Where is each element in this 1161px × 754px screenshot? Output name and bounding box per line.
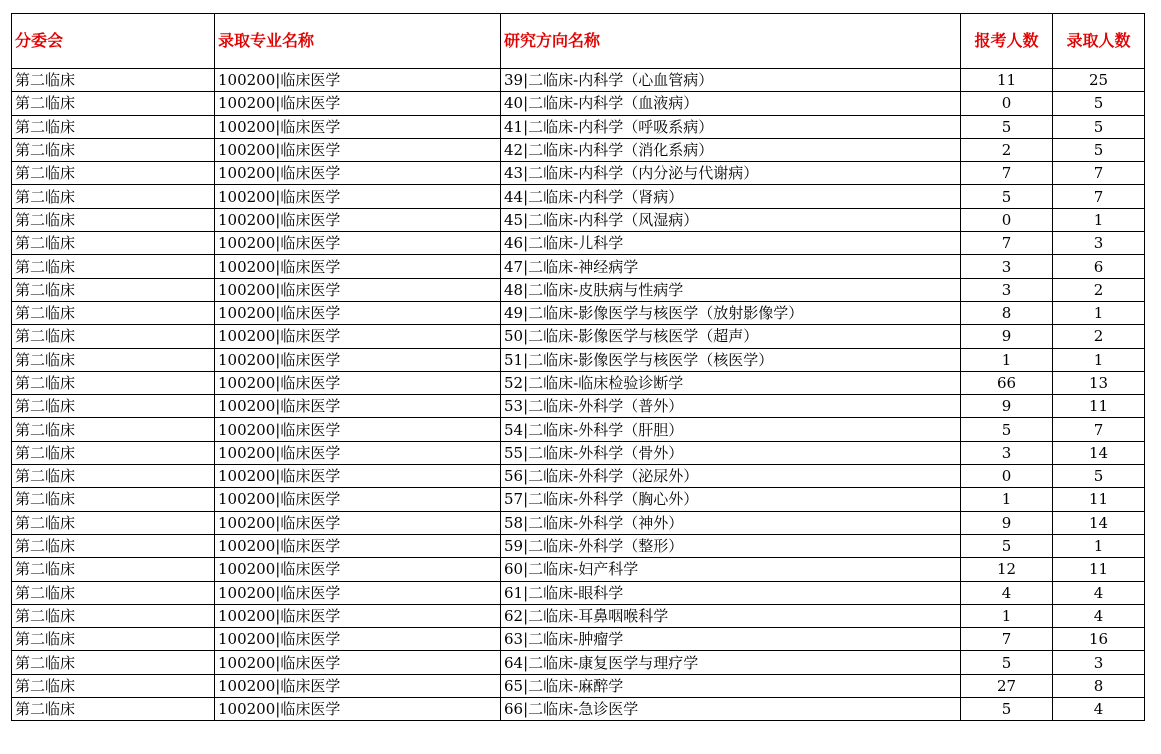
cell-applicants: 5 [961,185,1053,208]
table-row [12,208,1145,231]
cell-admitted: 1 [1053,534,1145,557]
cell-direction: 40|二临床-内科学（血液病） [501,92,961,115]
cell-applicants: 5 [961,115,1053,138]
cell-direction: 45|二临床-内科学（风湿病） [501,208,961,231]
cell-committee: 第二临床 [12,581,215,604]
cell-admitted: 11 [1053,395,1145,418]
cell-applicants: 0 [961,92,1053,115]
cell-admitted: 25 [1053,69,1145,92]
cell-applicants: 3 [961,278,1053,301]
cell-admitted: 1 [1053,348,1145,371]
cell-admitted: 5 [1053,92,1145,115]
cell-major: 100200|临床医学 [215,348,501,371]
cell-major: 100200|临床医学 [215,162,501,185]
table-row [12,581,1145,604]
header-direction: 研究方向名称 [501,14,961,69]
cell-direction: 61|二临床-眼科学 [501,581,961,604]
table-row [12,651,1145,674]
cell-admitted: 6 [1053,255,1145,278]
cell-applicants: 5 [961,534,1053,557]
cell-admitted: 1 [1053,301,1145,324]
cell-major: 100200|临床医学 [215,628,501,651]
cell-major: 100200|临床医学 [215,115,501,138]
cell-direction: 43|二临床-内科学（内分泌与代谢病） [501,162,961,185]
cell-direction: 41|二临床-内科学（呼吸系病） [501,115,961,138]
cell-admitted: 2 [1053,325,1145,348]
table-row [12,534,1145,557]
cell-major: 100200|临床医学 [215,138,501,161]
table-row [12,69,1145,92]
cell-committee: 第二临床 [12,185,215,208]
cell-committee: 第二临床 [12,278,215,301]
cell-applicants: 5 [961,698,1053,721]
cell-committee: 第二临床 [12,208,215,231]
cell-applicants: 9 [961,511,1053,534]
header-committee: 分委会 [12,14,215,69]
cell-admitted: 11 [1053,558,1145,581]
cell-applicants: 1 [961,604,1053,627]
table-row [12,628,1145,651]
cell-admitted: 5 [1053,138,1145,161]
cell-major: 100200|临床医学 [215,185,501,208]
table-row [12,138,1145,161]
cell-major: 100200|临床医学 [215,255,501,278]
cell-committee: 第二临床 [12,628,215,651]
cell-admitted: 4 [1053,604,1145,627]
table-row [12,674,1145,697]
cell-committee: 第二临床 [12,511,215,534]
cell-admitted: 7 [1053,418,1145,441]
cell-direction: 58|二临床-外科学（神外） [501,511,961,534]
cell-committee: 第二临床 [12,301,215,324]
cell-applicants: 7 [961,162,1053,185]
table-row [12,348,1145,371]
cell-admitted: 5 [1053,115,1145,138]
cell-major: 100200|临床医学 [215,69,501,92]
cell-direction: 39|二临床-内科学（心血管病） [501,69,961,92]
cell-direction: 47|二临床-神经病学 [501,255,961,278]
table-row [12,465,1145,488]
cell-committee: 第二临床 [12,698,215,721]
cell-direction: 59|二临床-外科学（整形） [501,534,961,557]
header-row [12,14,1145,69]
cell-major: 100200|临床医学 [215,371,501,394]
cell-committee: 第二临床 [12,558,215,581]
cell-admitted: 2 [1053,278,1145,301]
cell-applicants: 66 [961,371,1053,394]
cell-applicants: 0 [961,465,1053,488]
header-admitted: 录取人数 [1053,14,1145,69]
cell-admitted: 4 [1053,581,1145,604]
table-row [12,278,1145,301]
cell-applicants: 4 [961,581,1053,604]
cell-applicants: 7 [961,232,1053,255]
cell-direction: 62|二临床-耳鼻咽喉科学 [501,604,961,627]
cell-committee: 第二临床 [12,465,215,488]
table-row [12,255,1145,278]
cell-admitted: 16 [1053,628,1145,651]
cell-applicants: 3 [961,255,1053,278]
cell-direction: 50|二临床-影像医学与核医学（超声） [501,325,961,348]
cell-major: 100200|临床医学 [215,301,501,324]
cell-applicants: 1 [961,348,1053,371]
cell-major: 100200|临床医学 [215,92,501,115]
cell-committee: 第二临床 [12,534,215,557]
cell-admitted: 11 [1053,488,1145,511]
table-row [12,232,1145,255]
cell-admitted: 3 [1053,232,1145,255]
cell-direction: 54|二临床-外科学（肝胆） [501,418,961,441]
cell-applicants: 11 [961,69,1053,92]
cell-major: 100200|临床医学 [215,232,501,255]
cell-committee: 第二临床 [12,92,215,115]
admissions-table [11,13,1145,721]
table-row [12,698,1145,721]
cell-direction: 52|二临床-临床检验诊断学 [501,371,961,394]
cell-major: 100200|临床医学 [215,698,501,721]
table-row [12,115,1145,138]
cell-major: 100200|临床医学 [215,511,501,534]
header-applicants: 报考人数 [961,14,1053,69]
table-row [12,371,1145,394]
cell-direction: 53|二临床-外科学（普外） [501,395,961,418]
cell-admitted: 14 [1053,511,1145,534]
cell-committee: 第二临床 [12,138,215,161]
cell-major: 100200|临床医学 [215,604,501,627]
cell-admitted: 4 [1053,698,1145,721]
table-row [12,558,1145,581]
cell-admitted: 8 [1053,674,1145,697]
cell-direction: 48|二临床-皮肤病与性病学 [501,278,961,301]
cell-direction: 60|二临床-妇产科学 [501,558,961,581]
cell-direction: 57|二临床-外科学（胸心外） [501,488,961,511]
cell-admitted: 14 [1053,441,1145,464]
table-row [12,511,1145,534]
table-row [12,418,1145,441]
table-row [12,185,1145,208]
cell-major: 100200|临床医学 [215,418,501,441]
cell-applicants: 12 [961,558,1053,581]
cell-major: 100200|临床医学 [215,488,501,511]
cell-direction: 65|二临床-麻醉学 [501,674,961,697]
header-major: 录取专业名称 [215,14,501,69]
cell-committee: 第二临床 [12,418,215,441]
cell-committee: 第二临床 [12,441,215,464]
cell-admitted: 13 [1053,371,1145,394]
table-row [12,162,1145,185]
table-row [12,395,1145,418]
table-body [12,69,1145,721]
cell-committee: 第二临床 [12,348,215,371]
cell-major: 100200|临床医学 [215,441,501,464]
cell-direction: 66|二临床-急诊医学 [501,698,961,721]
table-row [12,325,1145,348]
cell-major: 100200|临床医学 [215,581,501,604]
cell-applicants: 9 [961,325,1053,348]
cell-admitted: 7 [1053,185,1145,208]
cell-applicants: 2 [961,138,1053,161]
cell-major: 100200|临床医学 [215,278,501,301]
table-row [12,488,1145,511]
cell-committee: 第二临床 [12,395,215,418]
table-row [12,301,1145,324]
cell-applicants: 8 [961,301,1053,324]
cell-committee: 第二临床 [12,69,215,92]
cell-committee: 第二临床 [12,488,215,511]
cell-applicants: 7 [961,628,1053,651]
cell-committee: 第二临床 [12,232,215,255]
cell-admitted: 7 [1053,162,1145,185]
cell-committee: 第二临床 [12,255,215,278]
cell-direction: 49|二临床-影像医学与核医学（放射影像学） [501,301,961,324]
cell-committee: 第二临床 [12,115,215,138]
cell-applicants: 27 [961,674,1053,697]
cell-direction: 56|二临床-外科学（泌尿外） [501,465,961,488]
cell-applicants: 5 [961,651,1053,674]
table-row [12,441,1145,464]
cell-major: 100200|临床医学 [215,325,501,348]
cell-committee: 第二临床 [12,371,215,394]
cell-major: 100200|临床医学 [215,534,501,557]
cell-major: 100200|临床医学 [215,465,501,488]
cell-direction: 44|二临床-内科学（肾病） [501,185,961,208]
cell-direction: 55|二临床-外科学（骨外） [501,441,961,464]
cell-committee: 第二临床 [12,674,215,697]
cell-major: 100200|临床医学 [215,395,501,418]
cell-admitted: 1 [1053,208,1145,231]
cell-major: 100200|临床医学 [215,208,501,231]
cell-committee: 第二临床 [12,325,215,348]
table-row [12,92,1145,115]
cell-major: 100200|临床医学 [215,651,501,674]
cell-direction: 64|二临床-康复医学与理疗学 [501,651,961,674]
cell-direction: 51|二临床-影像医学与核医学（核医学） [501,348,961,371]
cell-committee: 第二临床 [12,651,215,674]
table-row [12,604,1145,627]
cell-major: 100200|临床医学 [215,674,501,697]
cell-committee: 第二临床 [12,162,215,185]
cell-applicants: 9 [961,395,1053,418]
cell-applicants: 3 [961,441,1053,464]
cell-admitted: 5 [1053,465,1145,488]
cell-applicants: 5 [961,418,1053,441]
cell-applicants: 1 [961,488,1053,511]
cell-direction: 42|二临床-内科学（消化系病） [501,138,961,161]
cell-direction: 46|二临床-儿科学 [501,232,961,255]
cell-applicants: 0 [961,208,1053,231]
cell-admitted: 3 [1053,651,1145,674]
cell-direction: 63|二临床-肿瘤学 [501,628,961,651]
cell-major: 100200|临床医学 [215,558,501,581]
cell-committee: 第二临床 [12,604,215,627]
